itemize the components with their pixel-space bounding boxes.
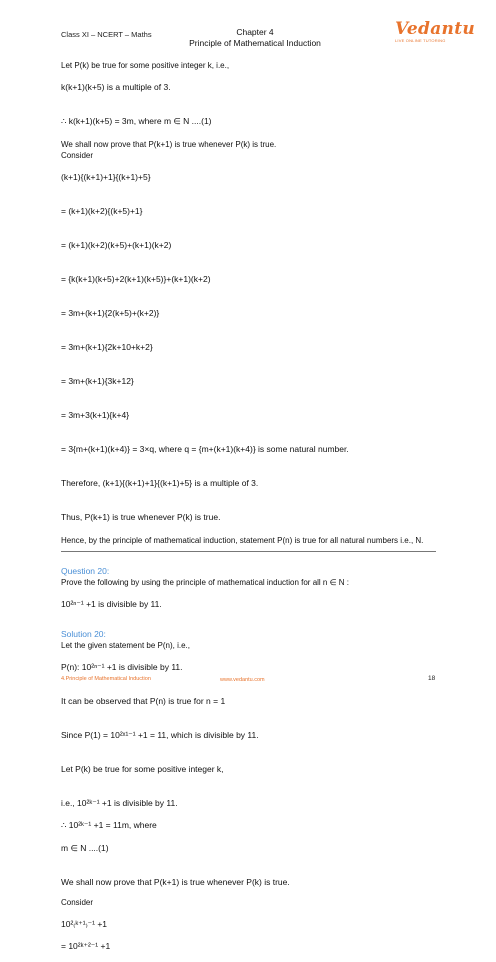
- text-line: We shall now prove that P(k+1) is true whenever P(k) is true.: [61, 140, 277, 149]
- math-line: m ∈ N ....(1): [61, 842, 109, 853]
- logo-wordmark: Vedantu: [395, 19, 476, 39]
- math-line: ∴ k(k+1)(k+5) = 3m, where m ∈ N ....(1): [61, 115, 212, 126]
- question-heading: Question 20:: [61, 566, 110, 576]
- math-line: ∴ 10²ᵏ⁻¹ +1 = 11m, where: [61, 820, 157, 830]
- math-line: Therefore, (k+1){(k+1)+1}{(k+1)+5} is a multiple of 3.: [61, 477, 259, 488]
- math-line: = 3{m+(k+1)(k+4)} = 3×q, where q = {m+(k+1)(k+4)} is some natural number.: [61, 443, 349, 454]
- math-line: = (k+1)(k+2){(k+5)+1}: [61, 205, 143, 216]
- chapter-title: Principle of Mathematical Induction: [189, 38, 321, 48]
- math-line: (k+1){(k+1)+1}{(k+1)+5}: [61, 171, 151, 182]
- text-line: Let P(k) be true for some positive integer k, i.e.,: [61, 61, 230, 70]
- chapter-label: Chapter 4: [236, 27, 274, 37]
- math-line: Thus, P(k+1) is true whenever P(k) is true.: [61, 511, 221, 522]
- question-expression: 10²ⁿ⁻¹ +1 is divisible by 11.: [61, 598, 162, 609]
- math-line: = 10²ᵏ⁺²⁻¹ +1: [61, 941, 111, 951]
- math-line: P(n): 10²ⁿ⁻¹ +1 is divisible by 11.: [61, 661, 183, 672]
- page-header: [150, 27, 360, 49]
- math-line: 10²₍ᵏ⁺¹₎⁻¹ +1: [61, 918, 108, 929]
- header-class-label: Class XI – NCERT – Maths: [61, 30, 152, 39]
- math-line: = (k+1)(k+2)(k+5)+(k+1)(k+2): [61, 239, 172, 250]
- question-text: Prove the following by using the principle of mathematical induction for all n ∈ N :: [61, 578, 350, 587]
- math-line: = 3m+(k+1){2(k+5)+(k+2)}: [61, 307, 160, 318]
- solution-heading: Solution 20:: [61, 629, 106, 639]
- math-line: = 3m+(k+1){2k+10+k+2}: [61, 341, 153, 352]
- footer-website-link[interactable]: www.vedantu.com: [220, 677, 265, 683]
- math-line: = 3m+3(k+1){k+4}: [61, 409, 130, 420]
- math-line: It can be observed that P(n) is true for n = 1: [61, 695, 226, 706]
- conclusion-paragraph: Hence, by the principle of mathematical induction, statement P(n) is true for all natural numbers i.e., N.: [61, 536, 424, 545]
- page-content: [61, 60, 436, 962]
- math-line: k(k+1)(k+5) is a multiple of 3.: [61, 81, 171, 92]
- math-line: = {k(k+1)(k+5)+2(k+1)(k+5)}+(k+1)(k+2): [61, 273, 211, 284]
- math-line: i.e., 10²ᵏ⁻¹ +1 is divisible by 11.: [61, 797, 178, 808]
- logo-tagline: LIVE ONLINE TUTORING: [395, 38, 446, 43]
- section-divider: [61, 551, 436, 552]
- vedantu-logo: [395, 19, 476, 50]
- math-line: Let P(k) be true for some positive integer k,: [61, 763, 224, 774]
- text-line: Consider: [61, 151, 94, 160]
- text-line: Let the given statement be P(n), i.e.,: [61, 641, 190, 650]
- math-line: = 3m+(k+1){3k+12}: [61, 375, 134, 386]
- math-line: Since P(1) = 10²ˣ¹⁻¹ +1 = 11, which is divisible by 11.: [61, 729, 259, 740]
- footer-chapter-label: 4.Principle of Mathematical Induction: [61, 676, 151, 682]
- math-line: We shall now prove that P(k+1) is true whenever P(k) is true.: [61, 876, 290, 887]
- page-number: 18: [428, 675, 436, 682]
- text-line: Consider: [61, 898, 94, 907]
